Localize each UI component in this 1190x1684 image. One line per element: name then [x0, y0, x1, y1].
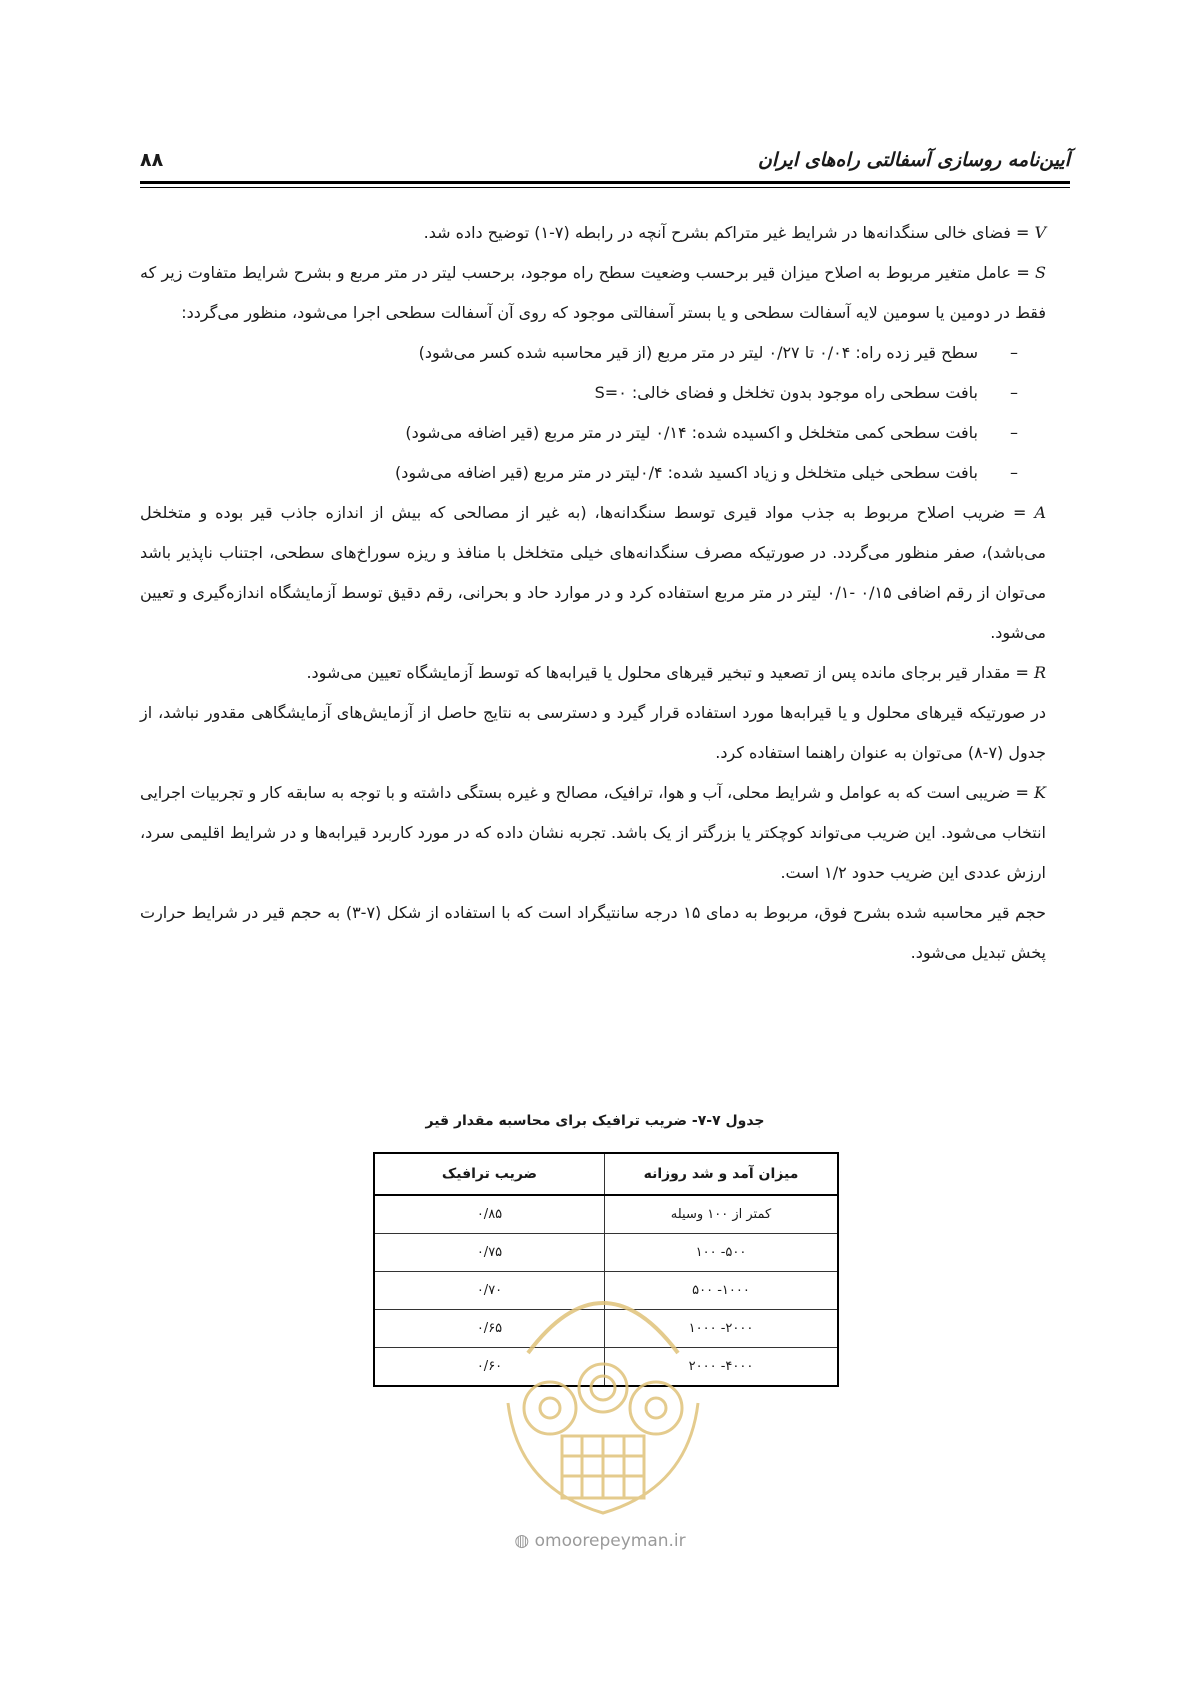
- a-definition: [140, 493, 1070, 653]
- traffic-cell: ۵۰۰- ۱۰۰: [605, 1234, 839, 1272]
- v-definition: [140, 213, 1070, 253]
- watermark-url: [490, 1531, 710, 1551]
- s-definition: [140, 253, 1070, 333]
- a-definition-text: = ضریب اصلاح مربوط به جذب مواد قیری توسط سنگدانه‌ها، (به غیر از مصالحی که بیش از اندازه جاذب قیر بوده و متخلخل می‌باشد)، صفر منظور می‌گردد. در صورتیکه مصرف سنگدانه‌های خیلی متخلخل با منافذ و ریزه سوراخ‌های سطحی، اجتناب ناپذیر باشد می‌توان از رقم اضافی ۰/۱۵ -۰/۱ لیتر در متر مربع استفاده کرد و در موارد حاد و بحرانی، رقم دقیق توسط آزمایشگاه اندازه‌گیری و تعیین می‌شود.: [140, 503, 1047, 642]
- factor-cell: ۰/۷۰: [374, 1272, 605, 1310]
- table-caption: جدول ۷-۷- ضریب ترافیک برای محاسبه مقدار قیر: [425, 1113, 765, 1129]
- page-header: [140, 149, 1070, 179]
- var-a: A: [1034, 503, 1046, 522]
- column-header-traffic: میزان آمد و شد روزانه: [605, 1153, 839, 1195]
- factor-cell: ۰/۷۵: [374, 1234, 605, 1272]
- watermark-site-text: omoorepeyman.ir: [534, 1531, 686, 1551]
- var-s: S: [1035, 263, 1046, 282]
- r-definition: [140, 653, 1070, 693]
- bullet-dash: –: [1010, 383, 1018, 402]
- page-number: ۸۸: [140, 149, 164, 171]
- s-definition-text: = عامل متغیر مربوط به اصلاح میزان قیر برحسب وضعیت سطح راه موجود، برحسب لیتر در متر مربع و بشرح شرایط متفاوت زیر که فقط در دومین یا سومین لایه آسفالت سطحی و یا بستر آسفالتی موجود که روی آن آسفالت سطحی اجرا می‌شود، منظور می‌گردد:: [140, 263, 1046, 322]
- bullet-item: [140, 413, 1070, 453]
- bullet-item: [140, 453, 1070, 493]
- bullet-text: سطح قیر زده راه: ۰/۰۴ تا ۰/۲۷ لیتر در متر مربع (از قیر محاسبه شده کسر می‌شود): [418, 343, 978, 362]
- r-note: در صورتیکه قیرهای محلول و یا قیرابه‌ها مورد استفاده قرار گیرد و دسترسی به نتایج حاصل از آزمایش‌های آزمایشگاهی مقدور نباشد، از جدول (۷-۸) می‌توان به عنوان راهنما استفاده کرد.: [140, 703, 1046, 762]
- bullet-dash: –: [1010, 343, 1018, 362]
- header-rule-thick: [140, 181, 1070, 184]
- bullet-text: بافت سطحی کمی متخلخل و اکسیده شده: ۰/۱۴ لیتر در متر مربع (قیر اضافه می‌شود): [405, 423, 978, 442]
- bullet-dash: –: [1010, 463, 1018, 482]
- factor-cell: ۰/۶۰: [374, 1348, 605, 1387]
- table-header-row: [374, 1153, 838, 1195]
- v-definition-text: = فضای خالی سنگدانه‌ها در شرایط غیر متراکم بشرح آنچه در رابطه (۷-۱) توضیح داده شد.: [423, 223, 1035, 242]
- traffic-cell: ۱۰۰۰- ۵۰۰: [605, 1272, 839, 1310]
- r-definition-text: = مقدار قیر برجای مانده پس از تصعید و تبخیر قیرهای محلول یا قیرابه‌ها که توسط آزمایشگاه تعیین می‌شود.: [306, 663, 1034, 682]
- column-header-factor: ضریب ترافیک: [374, 1153, 605, 1195]
- final-paragraph: حجم قیر محاسبه شده بشرح فوق، مربوط به دمای ۱۵ درجه سانتیگراد است که با استفاده از شکل (۷-۳) به حجم قیر در شرایط حرارت پخش تبدیل می‌شود.: [140, 903, 1046, 962]
- var-v: V: [1034, 223, 1046, 242]
- header-rule-thin: [140, 187, 1070, 188]
- k-definition-text: = ضریبی است که به عوامل و شرایط محلی، آب و هوا، ترافیک، مصالح و غیره بستگی داشته و با توجه به سابقه کار و تجربیات اجرایی انتخاب می‌شود. این ضریب می‌تواند کوچکتر یا بزرگتر از یک باشد. تجربه نشان داده که در مورد کاربرد قیرابه‌ها و در شرایط اقلیمی سرد، ارزش عددی این ضریب حدود ۱/۲ است.: [140, 783, 1046, 882]
- watermark-seal-logo: [488, 1258, 718, 1538]
- bullet-item: [140, 373, 1070, 413]
- bullet-dash: –: [1010, 423, 1018, 442]
- bullet-text: بافت سطحی خیلی متخلخل و زیاد اکسید شده: ۰/۴لیتر در متر مربع (قیر اضافه می‌شود): [395, 463, 978, 482]
- bullet-text: بافت سطحی راه موجود بدون تخلخل و فضای خالی: S=۰: [594, 383, 978, 402]
- bullet-item: [140, 333, 1070, 373]
- globe-icon: ◍: [514, 1531, 530, 1551]
- factor-cell: ۰/۶۵: [374, 1310, 605, 1348]
- var-r: R: [1033, 663, 1046, 682]
- table-row: [374, 1195, 838, 1234]
- traffic-cell: کمتر از ۱۰۰ وسیله: [605, 1195, 839, 1234]
- var-k: K: [1034, 783, 1046, 802]
- factor-cell: ۰/۸۵: [374, 1195, 605, 1234]
- k-definition: [140, 773, 1070, 893]
- traffic-cell: ۴۰۰۰- ۲۰۰۰: [605, 1348, 839, 1387]
- body-text: [140, 213, 1070, 973]
- traffic-cell: ۲۰۰۰- ۱۰۰۰: [605, 1310, 839, 1348]
- running-title: آیین‌نامه روسازی آسفالتی راه‌های ایران: [757, 149, 1070, 171]
